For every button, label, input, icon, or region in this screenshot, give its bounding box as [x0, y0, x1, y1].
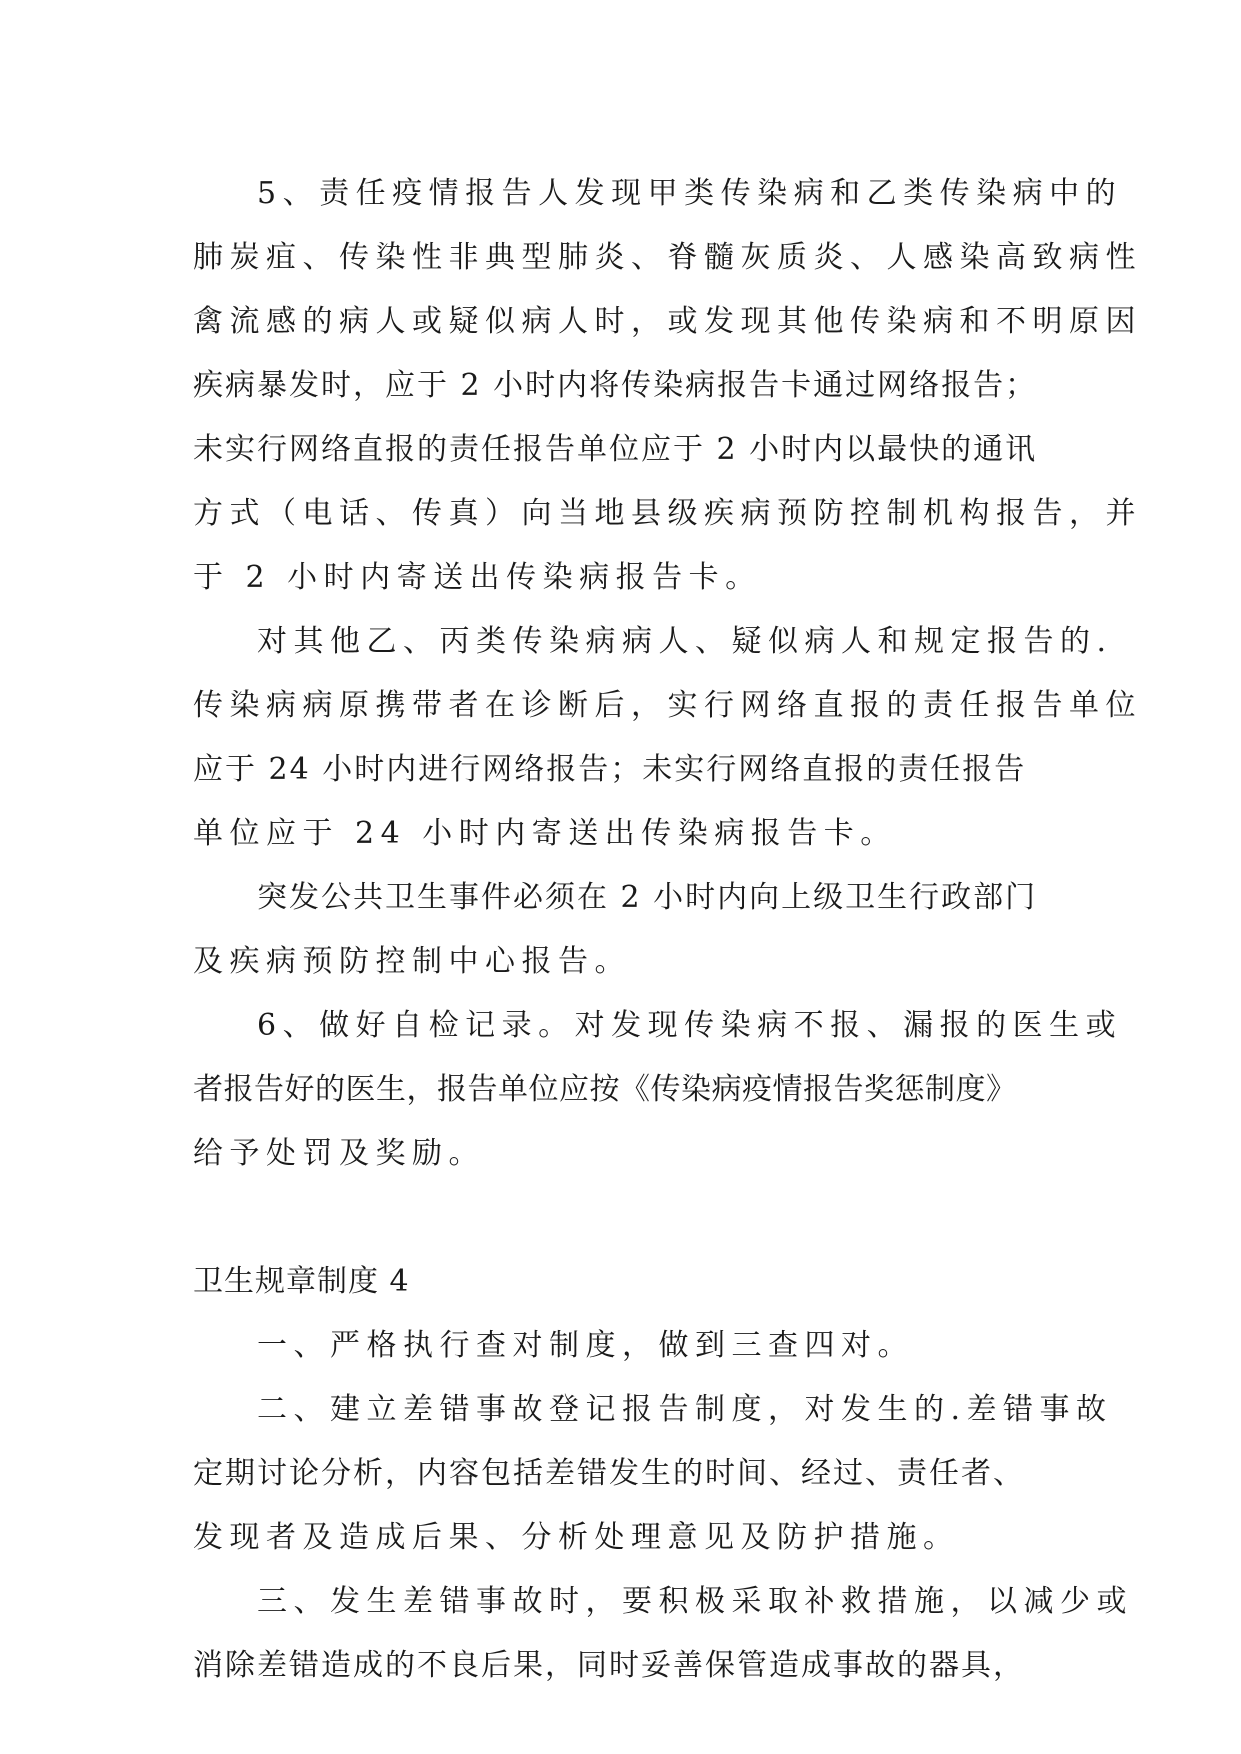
paragraph-other-diseases — [193, 610, 1142, 866]
text-line: 应于 24 小时内进行网络报告；未实行网络直报的责任报告 — [193, 752, 1027, 787]
text-line: 单位应于 24 小时内寄送出传染病报告卡。 — [193, 816, 897, 851]
text-line: 于 2 小时内寄送出传染病报告卡。 — [193, 560, 762, 595]
text-line: 突发公共卫生事件必须在 2 小时内向上级卫生行政部门 — [257, 880, 1038, 915]
text-line: 三、发生差错事故时，要积极采取补救措施，以减少或 — [257, 1584, 1133, 1619]
text-line: 对其他乙、丙类传染病病人、疑似病人和规定报告的. — [257, 624, 1113, 659]
item-3 — [193, 1570, 1133, 1698]
text-line: 未实行网络直报的责任报告单位应于 2 小时内以最快的通讯 — [193, 432, 1038, 467]
text-line: 消除差错造成的不良后果，同时妥善保管造成事故的器具， — [193, 1648, 1025, 1683]
text-line: 5、责任疫情报告人发现甲类传染病和乙类传染病中的 — [257, 176, 1123, 211]
text-line: 方式（电话、传真）向当地县级疾病预防控制机构报告，并 — [193, 496, 1142, 531]
paragraph-gap — [193, 1186, 1053, 1250]
item-2 — [193, 1378, 1113, 1570]
section-title: 卫生规章制度 4 — [193, 1264, 410, 1299]
text-line: 二、建立差错事故登记报告制度，对发生的.差错事故 — [257, 1392, 1113, 1427]
item-1 — [193, 1314, 1053, 1378]
text-line: 给予处罚及奖励。 — [193, 1136, 485, 1171]
text-line: 肺炭疽、传染性非典型肺炎、脊髓灰质炎、人感染高致病性 — [193, 240, 1142, 275]
paragraph-5 — [193, 162, 1142, 610]
text-line: 定期讨论分析，内容包括差错发生的时间、经过、责任者、 — [193, 1456, 1025, 1491]
paragraph-emergency — [193, 866, 1053, 994]
paragraph-6 — [193, 994, 1123, 1186]
text-line: 发现者及造成后果、分析处理意见及防护措施。 — [193, 1520, 960, 1555]
document-body — [193, 162, 1142, 1698]
text-line: 及疾病预防控制中心报告。 — [193, 944, 631, 979]
text-line: 一、严格执行查对制度，做到三查四对。 — [257, 1328, 914, 1363]
text-line: 禽流感的病人或疑似病人时，或发现其他传染病和不明原因 — [193, 304, 1142, 339]
text-line: 疾病暴发时，应于 2 小时内将传染病报告卡通过网络报告； — [193, 368, 1038, 403]
text-line: 传染病病原携带者在诊断后，实行网络直报的责任报告单位 — [193, 688, 1142, 723]
text-line: 6、做好自检记录。对发现传染病不报、漏报的医生或 — [257, 1008, 1123, 1043]
text-line: 者报告好的医生，报告单位应按《传染病疫情报告奖惩制度》 — [193, 1072, 1017, 1107]
